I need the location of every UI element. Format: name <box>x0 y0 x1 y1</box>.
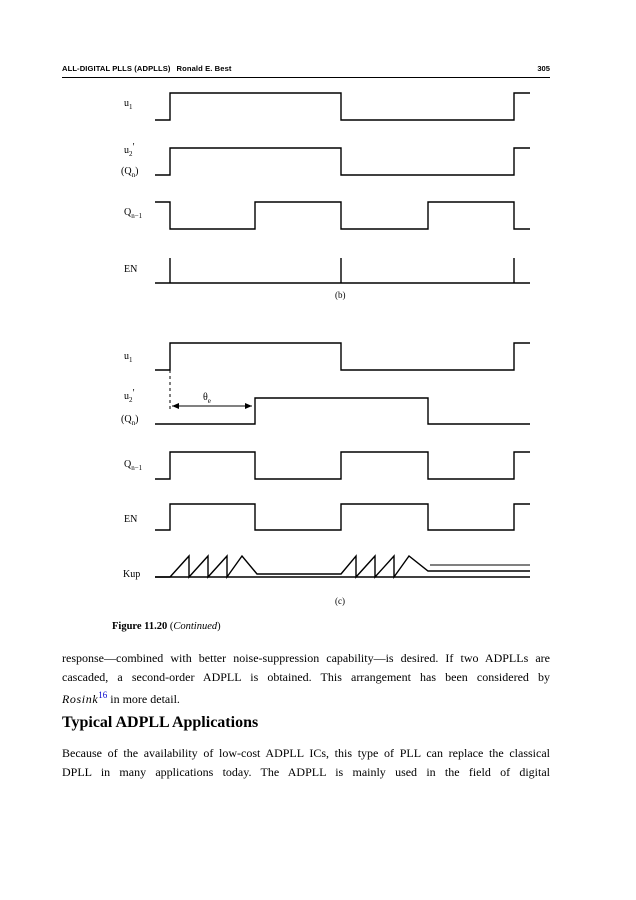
paragraph-line-rest: in more detail. <box>107 692 180 706</box>
panel-c-u2-waveform <box>155 398 530 424</box>
citation-author: Rosink <box>62 692 99 706</box>
paragraph-line: DPLL in many applications today. The ADPLL is mainly used in the field of digital <box>62 764 550 779</box>
panel-b-qn1-label: $Q_{n-1}$ <box>124 207 143 220</box>
panel-c-qn-label: $(Q_n)$ <box>121 414 139 427</box>
panel-c-u1-waveform <box>155 343 530 370</box>
panel-b-u1-label: $u_1$ <box>124 98 133 111</box>
phase-error-arrowhead-left <box>172 403 179 409</box>
panel-c <box>121 343 530 606</box>
panel-c-u2-label: $u_2'$ <box>124 388 135 404</box>
paragraph-line: cascaded, a second-order ADPLL is obtained. This arrangement has been considered by <box>62 669 550 684</box>
panel-c-qn1-waveform <box>155 452 530 479</box>
paragraph-line: response—combined with better noise-suppression capability—is desired. If two ADPLLs are <box>62 651 550 665</box>
panel-c-en-label: EN <box>124 514 138 525</box>
panel-c-u1-label: $u_1$ <box>124 351 133 364</box>
running-header-chapter: ALL-DIGITAL PLLS (ADPLLS) <box>62 64 171 73</box>
figure-caption-number: Figure 11.20 <box>112 621 168 632</box>
panel-b-en-label: EN <box>124 264 138 275</box>
panel-c-qn1-label: $Q_{n-1}$ <box>124 459 143 472</box>
panel-b-u2-waveform <box>155 148 530 175</box>
panel-c-en-waveform <box>155 504 530 530</box>
phase-error-label: $\theta_e$ <box>203 392 211 405</box>
figure-caption-note: Continued <box>173 621 218 632</box>
panel-b <box>121 93 530 300</box>
panel-b-u2-label: $u_2'$ <box>124 142 135 158</box>
page-number: 305 <box>537 64 550 73</box>
citation-reference-link[interactable]: 16 <box>98 690 108 700</box>
panel-b-caption-label: (b) <box>335 290 346 300</box>
paragraph-line: Because of the availability of low-cost ADPLL ICs, this type of PLL can replace the classical <box>62 746 550 760</box>
paragraph-applications <box>62 744 550 781</box>
panel-b-qn1-waveform <box>155 202 530 229</box>
panel-c-kup-waveform <box>155 556 530 577</box>
paragraph-cascaded-adpll <box>62 649 550 709</box>
section-heading: Typical ADPLL Applications <box>62 714 259 731</box>
panel-b-u1-waveform <box>155 93 530 120</box>
phase-error-arrowhead-right <box>245 403 252 409</box>
panel-c-caption-label: (c) <box>335 596 345 606</box>
panel-c-kup-label: Kup <box>123 569 141 580</box>
running-header-author: Ronald E. Best <box>176 64 232 73</box>
panel-b-qn-label: $(Q_n)$ <box>121 166 139 179</box>
figure-caption: Figure 11.20 (Continued) <box>112 621 221 632</box>
paragraph-line <box>62 686 550 709</box>
